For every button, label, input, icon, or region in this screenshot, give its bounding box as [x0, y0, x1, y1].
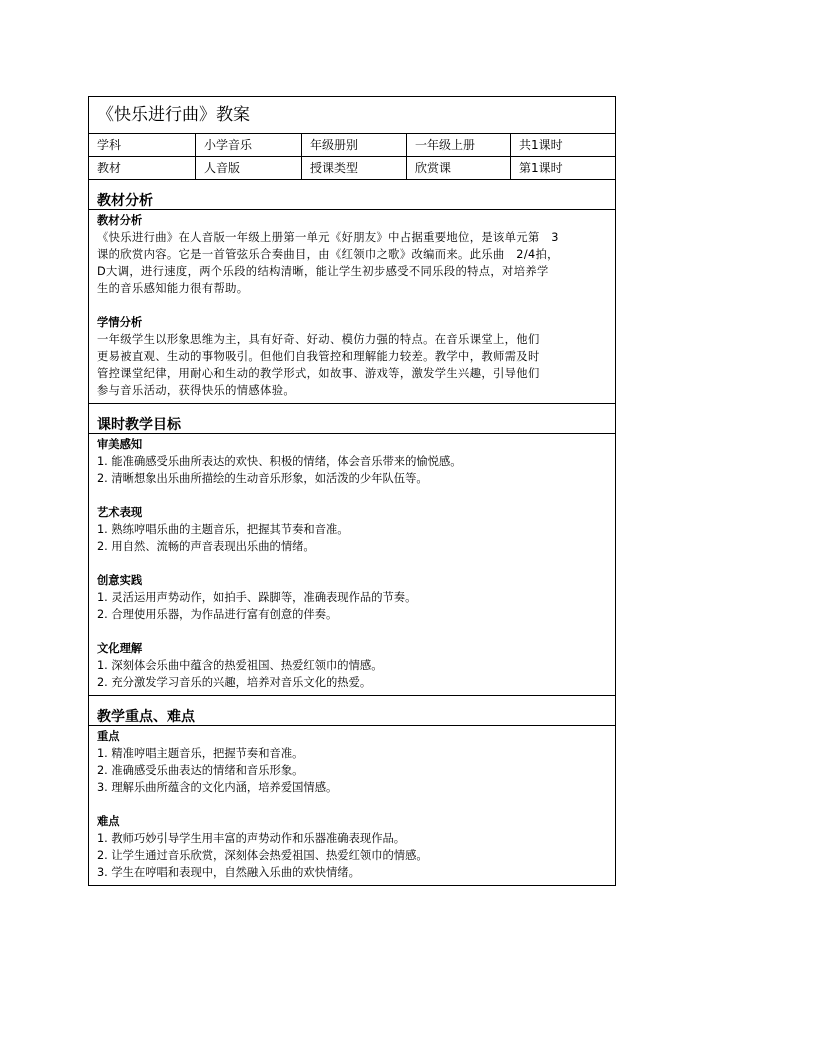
objective-group-title: 艺术表现 — [97, 506, 143, 519]
material-analysis-line: 《快乐进行曲》在人音版一年级上册第一单元《好朋友》中占据重要地位，是该单元第 3 — [97, 231, 559, 244]
student-analysis-line: 管控课堂纪律，用耐心和生动的教学形式，如故事、游戏等，激发学生兴趣，引导他们 — [97, 367, 540, 380]
keypoint-item: 3. 理解乐曲所蕴含的文化内涵，培养爱国情感。 — [97, 781, 338, 794]
difficulty-group-title: 难点 — [97, 815, 120, 828]
objective-item: 1. 熟练哼唱乐曲的主题音乐，把握其节奏和音准。 — [97, 523, 349, 536]
current-period: 第1课时 — [510, 157, 615, 179]
student-analysis-title: 学情分析 — [97, 316, 143, 329]
objective-item: 2. 充分激发学习音乐的兴趣，培养对音乐文化的热爱。 — [97, 676, 372, 689]
info-row-1 — [89, 134, 615, 157]
keypoint-item: 1. 精准哼唱主题音乐，把握节奏和音准。 — [97, 747, 304, 760]
objective-item: 2. 用自然、流畅的声音表现出乐曲的情绪。 — [97, 540, 315, 553]
material-analysis-line: 生的音乐感知能力很有帮助。 — [97, 282, 249, 295]
objective-item: 2. 合理使用乐器，为作品进行富有创意的伴奏。 — [97, 608, 338, 621]
keypoint-group-title: 重点 — [97, 730, 120, 743]
material-analysis-line: D大调，进行速度，两个乐段的结构清晰，能让学生初步感受不同乐段的特点，对培养学 — [97, 265, 549, 278]
keypoint-item: 2. 准确感受乐曲表达的情绪和音乐形象。 — [97, 764, 304, 777]
objective-item: 1. 能准确感受乐曲所表达的欢快、积极的情绪，体会音乐带来的愉悦感。 — [97, 455, 462, 468]
lesson-type-label: 授课类型 — [301, 157, 406, 179]
student-analysis-line: 更易被直观、生动的事物吸引。但他们自我管控和理解能力较差。教学中，教师需及时 — [97, 350, 540, 363]
material-analysis-title: 教材分析 — [97, 214, 143, 227]
material-analysis-line: 课的欣赏内容。它是一首管弦乐合奏曲目，由《红领巾之歌》改编而来。此乐曲 2/4拍， — [97, 248, 559, 261]
textbook-label: 教材 — [97, 161, 122, 175]
analysis-heading: 教材分析 — [89, 180, 615, 210]
subject-value: 小学音乐 — [195, 134, 301, 156]
info-row-2 — [89, 157, 615, 180]
lesson-plan-table — [88, 96, 616, 886]
keypoints-heading: 教学重点、难点 — [89, 696, 615, 726]
objective-group-title: 文化理解 — [97, 642, 143, 655]
student-analysis-line: 一年级学生以形象思维为主，具有好奇、好动、模仿力强的特点。在音乐课堂上，他们 — [97, 333, 540, 346]
objective-item: 1. 灵活运用声势动作，如拍手、跺脚等，准确表现作品的节奏。 — [97, 591, 417, 604]
total-periods: 共1课时 — [510, 134, 615, 156]
objective-item: 1. 深刻体会乐曲中蕴含的热爱祖国、热爱红领巾的情感。 — [97, 659, 383, 672]
textbook-value: 人音版 — [195, 157, 301, 179]
analysis-body — [89, 210, 615, 404]
student-analysis-line: 参与音乐活动，获得快乐的情感体验。 — [97, 384, 295, 397]
subject-label: 学科 — [97, 138, 122, 152]
difficulty-item: 1. 教师巧妙引导学生用丰富的声势动作和乐器准确表现作品。 — [97, 832, 406, 845]
objective-group-title: 审美感知 — [97, 438, 143, 451]
grade-value: 一年级上册 — [406, 134, 510, 156]
lesson-type-value: 欣赏课 — [406, 157, 510, 179]
objectives-heading: 课时教学目标 — [89, 404, 615, 434]
document-title: 《快乐进行曲》教案 — [89, 97, 615, 134]
difficulty-item: 2. 让学生通过音乐欣赏，深刻体会热爱祖国、热爱红领巾的情感。 — [97, 849, 428, 862]
keypoints-body — [89, 726, 615, 885]
grade-label: 年级册别 — [301, 134, 406, 156]
difficulty-item: 3. 学生在哼唱和表现中，自然融入乐曲的欢快情绪。 — [97, 866, 360, 879]
objective-item: 2. 清晰想象出乐曲所描绘的生动音乐形象，如活泼的少年队伍等。 — [97, 472, 428, 485]
objectives-body — [89, 434, 615, 696]
objective-group-title: 创意实践 — [97, 574, 143, 587]
